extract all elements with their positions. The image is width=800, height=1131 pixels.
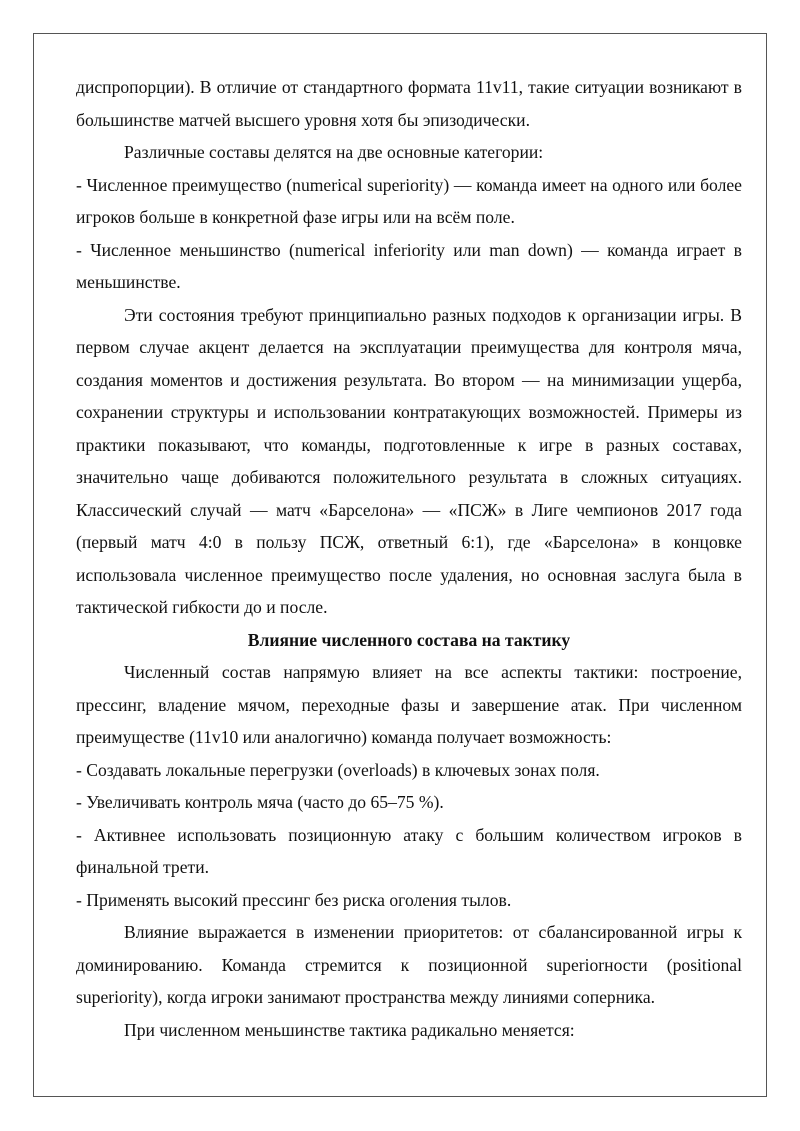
paragraph: Численный состав напрямую влияет на все аспекты тактики: построение, прессинг, владение мячом, переходные фазы и завершение атак. При численном преимуществе (11v10 или аналогично) команда получает возможность: <box>76 662 742 747</box>
list-item: - Применять высокий прессинг без риска оголения тылов. <box>76 889 512 910</box>
list-item: - Активнее использовать позиционную атаку с большим количеством игроков в финальной трети. <box>76 824 742 877</box>
paragraph: Эти состояния требуют принципиально разных подходов к организации игры. В первом случае акцент делается на эксплуатации преимущества для контроля мяча, создания моментов и достижения результата. Во втором — на минимизации ущерба, сохранении структуры и использовании контратакующих возможностей. Примеры из практики показывают, что команды, подготовленные к игре в разных составах, значительно чаще добиваются положительного результата в сложных ситуациях. Классический случай — матч «Барселона» — «ПСЖ» в Лиге чемпионов 2017 года (первый матч 4:0 в пользу ПСЖ, ответный 6:1), где «Барселона» в концовке использовала численное преимущество после удаления, но основная заслуга была в тактической гибкости до и после. <box>76 304 742 617</box>
paragraph: диспропорции). В отличие от стандартного формата 11v11, такие ситуации возникают в большинстве матчей высшего уровня хотя бы эпизодически. <box>76 77 742 130</box>
paragraph: При численном меньшинстве тактика радикально меняется: <box>124 1019 575 1040</box>
list-item: - Увеличивать контроль мяча (часто до 65–75 %). <box>76 792 444 812</box>
document-body <box>76 71 742 1046</box>
list-item: - Численное меньшинство (numerical inferiority или man down) — команда играет в меньшинстве. <box>76 239 742 292</box>
list-item: - Численное преимущество (numerical superiority) — команда имеет на одного или более игроков больше в конкретной фазе игры или на всём поле. <box>76 174 742 227</box>
paragraph: Влияние выражается в изменении приоритетов: от сбалансированной игры к доминированию. Команда стремится к позиционной superiorности (positional superiority), когда игроки занимают пространства между линиями соперника. <box>76 922 742 1007</box>
section-heading: Влияние численного состава на тактику <box>247 629 571 650</box>
paragraph: Различные составы делятся на две основные категории: <box>124 142 544 162</box>
list-item: - Создавать локальные перегрузки (overloads) в ключевых зонах поля. <box>76 759 600 780</box>
